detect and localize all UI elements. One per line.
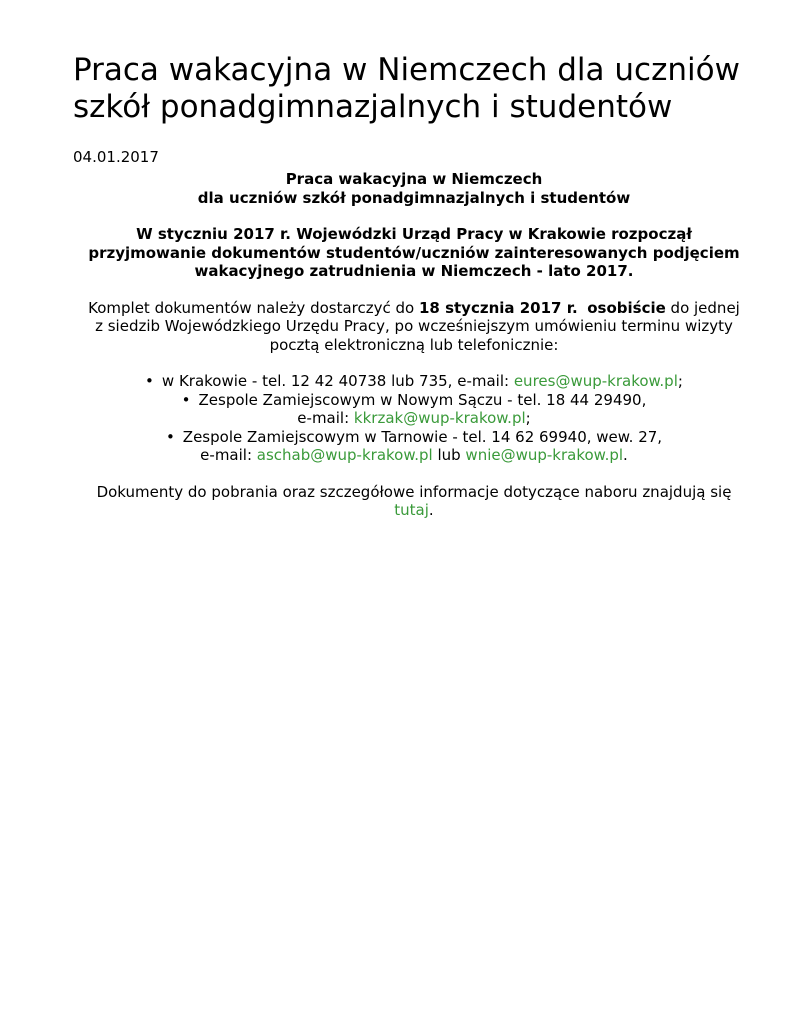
page-title-line-1: Praca wakacyjna w Niemczech dla uczniów — [73, 52, 740, 88]
contact-tarnow-or: lub — [432, 446, 466, 464]
bullet-icon: • — [165, 427, 175, 446]
contact-nowy-sacz-end: ; — [525, 409, 531, 427]
intro-text-end: do jednej — [665, 298, 740, 317]
email-link-eures[interactable]: eures@wup-krakow.pl — [513, 372, 678, 390]
contact-krakow-end: ; — [677, 372, 683, 390]
contact-tarnow-email-label: e-mail: — [200, 446, 257, 464]
email-link-kkrzak[interactable]: kkrzak@wup-krakow.pl — [353, 409, 526, 427]
contact-item-tarnow — [73, 428, 755, 447]
article-intro — [73, 299, 755, 355]
contact-item-tarnow-email — [73, 446, 755, 465]
details-link[interactable]: tutaj — [394, 501, 429, 519]
page-title — [73, 52, 751, 126]
outro-text: Dokumenty do pobrania oraz szczegółowe informacje dotyczące naboru znajdują się — [96, 482, 732, 501]
bullet-icon: • — [145, 372, 154, 390]
email-link-wnie[interactable]: wnie@wup-krakow.pl — [465, 446, 624, 464]
article-heading-line-2: dla uczniów szkół ponadgimnazjalnych i studentów — [197, 188, 631, 207]
email-link-aschab[interactable]: aschab@wup-krakow.pl — [256, 446, 433, 464]
contact-krakow-text: w Krakowie - tel. 12 42 40738 lub 735, e-mail: — [161, 372, 514, 390]
contact-item-krakow — [73, 372, 755, 391]
article-lead-line-2: przyjmowanie dokumentów studentów/uczniów zainteresowanych podjęciem — [88, 243, 740, 262]
article-heading — [73, 170, 755, 207]
article-lead — [73, 225, 755, 281]
intro-text-start: Komplet dokumentów należy dostarczyć do — [88, 298, 419, 317]
article-heading-line-1: Praca wakacyjna w Niemczech — [285, 170, 543, 188]
contact-item-nowy-sacz — [73, 391, 755, 410]
outro-end: . — [428, 501, 434, 519]
contact-item-nowy-sacz-email — [73, 409, 755, 428]
intro-line-3: pocztą elektroniczną lub telefonicznie: — [269, 335, 559, 354]
bullet-icon: • — [181, 390, 191, 409]
contact-nowy-sacz-text: Zespole Zamiejscowym w Nowym Sączu - tel. 18 44 29490, — [198, 390, 647, 409]
article-lead-line-3: wakacyjnego zatrudnienia w Niemczech - lato 2017. — [194, 262, 634, 280]
page-title-line-2: szkół ponadgimnazjalnych i studentów — [73, 89, 673, 125]
article-lead-line-1: W styczniu 2017 r. Wojewódzki Urząd Pracy w Krakowie rozpoczął — [136, 225, 692, 243]
contact-tarnow-text: Zespole Zamiejscowym w Tarnowie - tel. 14 62 69940, wew. 27, — [182, 427, 663, 446]
article-body — [73, 170, 755, 520]
in-person-note: osobiście — [587, 298, 666, 317]
article-outro — [73, 483, 755, 520]
contact-nowy-sacz-email-label: e-mail: — [297, 409, 354, 427]
deadline-date: 18 stycznia 2017 r. — [418, 298, 578, 317]
publication-date: 04.01.2017 — [73, 148, 159, 166]
contact-tarnow-end: . — [623, 446, 628, 464]
intro-spacer — [578, 299, 588, 317]
intro-line-2: z siedzib Wojewódzkiego Urzędu Pracy, po wcześniejszym umówieniu terminu wizyty — [95, 317, 733, 335]
contact-list — [73, 372, 755, 465]
